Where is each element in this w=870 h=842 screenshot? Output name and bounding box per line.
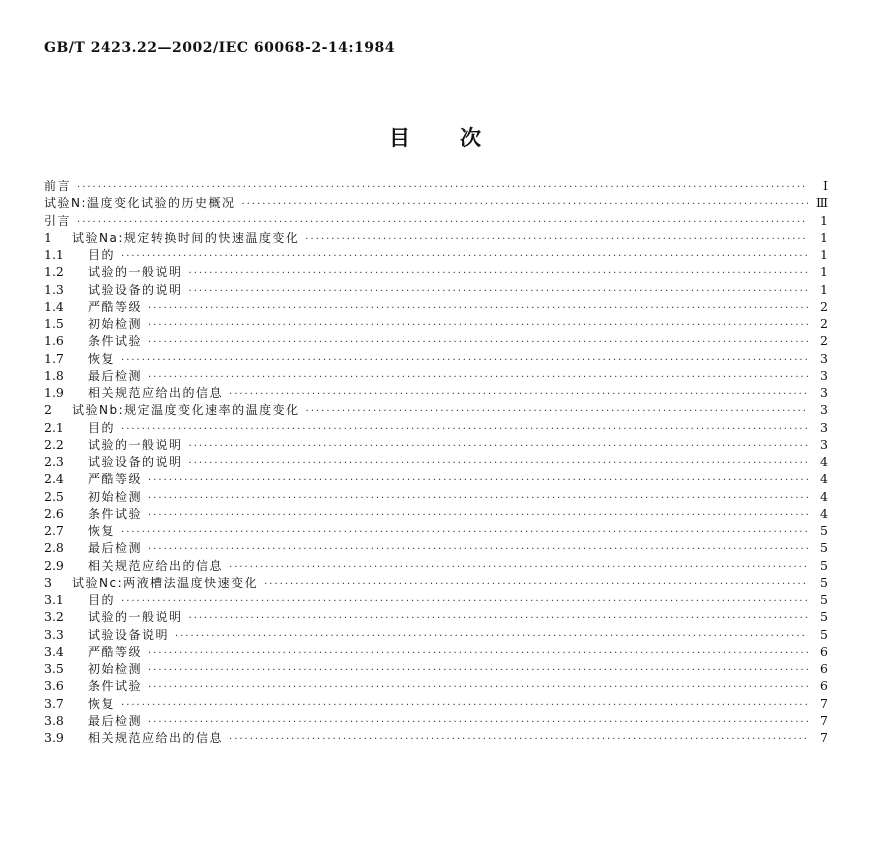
toc-entry-number: 2.3 bbox=[44, 454, 64, 469]
table-of-contents bbox=[44, 177, 828, 746]
dot-leader bbox=[121, 593, 808, 610]
toc-entry-number: 1.8 bbox=[44, 367, 64, 383]
toc-entry bbox=[44, 298, 828, 315]
toc-entry-number: 1 bbox=[44, 229, 52, 245]
dot-leader bbox=[189, 455, 808, 472]
toc-entry bbox=[44, 574, 828, 591]
toc-entry bbox=[44, 401, 828, 418]
toc-entry-label: 试验Nc:两液槽法温度快速变化 bbox=[72, 575, 259, 590]
toc-entry-label: 相关规范应给出的信息 bbox=[88, 558, 224, 573]
toc-entry bbox=[44, 660, 828, 677]
toc-entry-page: 3 bbox=[820, 436, 828, 452]
dot-leader bbox=[229, 559, 808, 576]
toc-entry bbox=[44, 453, 828, 470]
toc-entry bbox=[44, 626, 828, 643]
toc-entry bbox=[44, 194, 828, 211]
toc-entry-page: 4 bbox=[820, 488, 828, 504]
toc-entry-label: 试验的一般说明 bbox=[88, 610, 183, 625]
dot-leader bbox=[189, 438, 808, 455]
toc-entry-label: 前言 bbox=[44, 179, 72, 193]
toc-entry bbox=[44, 263, 828, 280]
toc-entry-number: 2.7 bbox=[44, 523, 64, 538]
toc-entry bbox=[44, 384, 828, 401]
toc-entry-label: 条件试验 bbox=[88, 679, 143, 694]
dot-leader bbox=[189, 283, 808, 300]
toc-entry-label: 试验设备的说明 bbox=[88, 455, 183, 469]
dot-leader bbox=[229, 731, 808, 748]
toc-entry-page: 2 bbox=[820, 333, 828, 349]
toc-entry-page: 3 bbox=[820, 367, 828, 383]
toc-entry-label: 相关规范应给出的信息 bbox=[88, 386, 224, 400]
dot-leader bbox=[148, 645, 808, 662]
toc-entry-page: 4 bbox=[820, 505, 828, 521]
toc-entry-number: 3.4 bbox=[44, 643, 64, 659]
toc-entry-label: 最后检测 bbox=[88, 541, 143, 556]
toc-entry-page: 1 bbox=[820, 212, 828, 228]
toc-entry-label: 恢复 bbox=[88, 696, 116, 711]
toc-entry-number: 3.6 bbox=[44, 678, 64, 694]
toc-entry-page: 6 bbox=[820, 661, 828, 676]
dot-leader bbox=[148, 541, 808, 558]
toc-entry bbox=[44, 246, 828, 263]
toc-entry-number: 3.5 bbox=[44, 661, 64, 676]
dot-leader bbox=[189, 610, 808, 627]
toc-entry-page: 6 bbox=[820, 678, 828, 694]
toc-entry bbox=[44, 729, 828, 746]
dot-leader bbox=[148, 714, 808, 731]
toc-entry-label: 试验N:温度变化试验的历史概况 bbox=[44, 196, 236, 211]
dot-leader bbox=[148, 472, 808, 489]
toc-entry-page: 7 bbox=[820, 712, 828, 728]
toc-entry-number: 2.6 bbox=[44, 505, 64, 521]
dot-leader bbox=[175, 628, 808, 645]
toc-entry bbox=[44, 419, 828, 436]
toc-entry-page: 4 bbox=[820, 454, 828, 469]
toc-entry bbox=[44, 712, 828, 729]
dot-leader bbox=[148, 662, 808, 679]
dot-leader bbox=[148, 317, 808, 334]
toc-entry-page: 2 bbox=[820, 316, 828, 331]
dot-leader bbox=[242, 196, 808, 213]
toc-entry-label: 严酷等级 bbox=[88, 299, 143, 314]
toc-entry-page: 5 bbox=[820, 592, 828, 607]
toc-entry-label: 初始检测 bbox=[88, 662, 143, 676]
toc-entry-number: 1.5 bbox=[44, 316, 64, 331]
dot-leader bbox=[77, 179, 808, 196]
toc-entry-page: 5 bbox=[820, 626, 828, 642]
toc-entry bbox=[44, 643, 828, 660]
dot-leader bbox=[264, 576, 808, 593]
dot-leader bbox=[148, 490, 808, 507]
toc-entry-page: Ⅰ bbox=[823, 178, 828, 193]
toc-entry-page: 6 bbox=[820, 643, 828, 659]
toc-entry bbox=[44, 332, 828, 349]
toc-entry-label: 初始检测 bbox=[88, 489, 143, 504]
toc-entry-page: 5 bbox=[820, 540, 828, 556]
toc-entry-label: 初始检测 bbox=[88, 317, 143, 331]
toc-entry-number: 1.4 bbox=[44, 298, 64, 314]
toc-entry bbox=[44, 229, 828, 246]
dot-leader bbox=[148, 679, 808, 696]
toc-entry bbox=[44, 315, 828, 332]
dot-leader bbox=[229, 386, 808, 403]
toc-entry-label: 试验的一般说明 bbox=[88, 437, 183, 452]
toc-entry-number: 1.1 bbox=[44, 247, 64, 262]
toc-entry-number: 2.5 bbox=[44, 488, 64, 504]
dot-leader bbox=[148, 334, 808, 351]
toc-entry bbox=[44, 488, 828, 505]
toc-entry-number: 2.8 bbox=[44, 540, 64, 556]
dot-leader bbox=[306, 403, 808, 420]
toc-entry-number: 2.9 bbox=[44, 557, 64, 573]
toc-entry-label: 目的 bbox=[88, 593, 116, 607]
toc-entry-label: 目的 bbox=[88, 420, 116, 435]
toc-entry-label: 最后检测 bbox=[88, 713, 143, 728]
toc-entry-label: 试验设备说明 bbox=[88, 627, 170, 642]
toc-entry-number: 1.6 bbox=[44, 333, 64, 349]
toc-entry bbox=[44, 281, 828, 298]
toc-entry-page: 3 bbox=[820, 350, 828, 366]
toc-entry-number: 3 bbox=[44, 574, 52, 590]
toc-entry-page: 1 bbox=[820, 247, 828, 262]
toc-entry-label: 严酷等级 bbox=[88, 644, 143, 659]
toc-entry bbox=[44, 695, 828, 712]
toc-entry-label: 恢复 bbox=[88, 524, 116, 538]
toc-entry-page: Ⅲ bbox=[815, 195, 828, 211]
toc-entry-page: 3 bbox=[820, 402, 828, 418]
toc-entry bbox=[44, 505, 828, 522]
dot-leader bbox=[121, 421, 808, 438]
toc-entry-page: 2 bbox=[820, 298, 828, 314]
dot-leader bbox=[121, 524, 808, 541]
toc-entry-page: 1 bbox=[820, 229, 828, 245]
dot-leader bbox=[305, 231, 808, 248]
toc-entry bbox=[44, 522, 828, 539]
toc-entry bbox=[44, 212, 828, 229]
page-title: 目次 bbox=[389, 126, 531, 150]
toc-entry-number: 3.7 bbox=[44, 695, 64, 711]
toc-entry-number: 2.4 bbox=[44, 471, 64, 487]
dot-leader bbox=[121, 352, 808, 369]
dot-leader bbox=[148, 507, 808, 524]
dot-leader bbox=[148, 369, 808, 386]
toc-entry bbox=[44, 591, 828, 608]
toc-entry-number: 2.2 bbox=[44, 436, 64, 452]
dot-leader bbox=[189, 265, 808, 282]
toc-entry bbox=[44, 367, 828, 384]
toc-entry-number: 1.3 bbox=[44, 281, 64, 297]
toc-entry-number: 1.7 bbox=[44, 350, 64, 366]
toc-entry-page: 3 bbox=[820, 385, 828, 400]
toc-entry-page: 5 bbox=[820, 574, 828, 590]
toc-entry-label: 最后检测 bbox=[88, 368, 143, 383]
document-header: GB/T 2423.22—2002/IEC 60068-2-14:1984 bbox=[44, 40, 396, 56]
toc-entry-label: 引言 bbox=[44, 213, 72, 228]
toc-entry bbox=[44, 436, 828, 453]
toc-entry-label: 试验设备的说明 bbox=[88, 282, 183, 297]
toc-entry bbox=[44, 608, 828, 625]
dot-leader bbox=[77, 214, 808, 231]
toc-entry-number: 2.1 bbox=[44, 419, 64, 435]
toc-entry-label: 试验Na:规定转换时间的快速温度变化 bbox=[72, 230, 300, 245]
toc-entry-label: 恢复 bbox=[88, 351, 116, 366]
dot-leader bbox=[121, 697, 808, 714]
toc-entry bbox=[44, 677, 828, 694]
toc-entry-label: 条件试验 bbox=[88, 506, 143, 521]
toc-entry-page: 1 bbox=[820, 281, 828, 297]
toc-entry-page: 7 bbox=[820, 730, 828, 745]
toc-entry-label: 目的 bbox=[88, 248, 116, 262]
toc-entry-label: 严酷等级 bbox=[88, 472, 143, 487]
dot-leader bbox=[121, 248, 808, 265]
toc-entry bbox=[44, 177, 828, 194]
toc-entry-number: 2 bbox=[44, 402, 52, 418]
toc-entry-label: 试验Nb:规定温度变化速率的温度变化 bbox=[72, 403, 300, 418]
toc-entry-page: 3 bbox=[820, 419, 828, 435]
dot-leader bbox=[148, 300, 808, 317]
toc-entry-label: 相关规范应给出的信息 bbox=[88, 731, 224, 745]
toc-entry-number: 1.2 bbox=[44, 264, 64, 280]
toc-entry-number: 3.8 bbox=[44, 712, 64, 728]
toc-entry-page: 1 bbox=[820, 264, 828, 280]
toc-entry-number: 1.9 bbox=[44, 385, 64, 400]
toc-entry bbox=[44, 470, 828, 487]
toc-entry-number: 3.9 bbox=[44, 730, 64, 745]
toc-entry-page: 5 bbox=[820, 557, 828, 573]
toc-entry-page: 7 bbox=[820, 695, 828, 711]
toc-entry-page: 5 bbox=[820, 609, 828, 625]
toc-entry bbox=[44, 557, 828, 574]
toc-entry-label: 试验的一般说明 bbox=[88, 265, 183, 280]
toc-entry-page: 4 bbox=[820, 471, 828, 487]
toc-entry-page: 5 bbox=[820, 523, 828, 538]
toc-entry-label: 条件试验 bbox=[88, 334, 143, 349]
toc-entry-number: 3.1 bbox=[44, 592, 64, 607]
toc-entry bbox=[44, 350, 828, 367]
toc-entry-number: 3.3 bbox=[44, 626, 64, 642]
toc-entry bbox=[44, 539, 828, 556]
toc-entry-number: 3.2 bbox=[44, 609, 64, 625]
